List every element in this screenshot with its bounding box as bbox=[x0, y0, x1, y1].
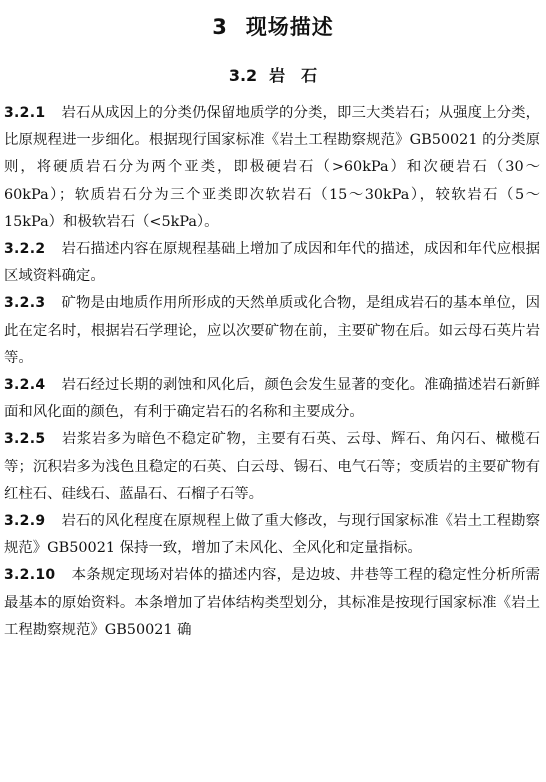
clause-text: 矿物是由地质作用所形成的天然单质或化合物，是组成岩石的基本单位，因此在定名时，根据岩石学理论，应以次要矿物在前，主要矿物在后。如云母石英片岩等。 bbox=[4, 295, 540, 366]
chapter-title-text: 现场描述 bbox=[245, 15, 334, 39]
section-title bbox=[0, 62, 546, 90]
chapter-number: 3 bbox=[212, 15, 228, 39]
chapter-title bbox=[0, 10, 546, 44]
clause-number: 3.2.4 bbox=[4, 377, 46, 394]
clause-3-2-3 bbox=[4, 290, 540, 372]
clause-3-2-4 bbox=[4, 372, 540, 426]
clause-number: 3.2.2 bbox=[4, 241, 46, 258]
document-body bbox=[4, 100, 540, 644]
section-number: 3.2 bbox=[228, 66, 258, 85]
clause-3-2-2 bbox=[4, 236, 540, 290]
clause-text: 岩石描述内容在原规程基础上增加了成因和年代的描述，成因和年代应根据区域资料确定。 bbox=[4, 241, 540, 285]
clause-3-2-10 bbox=[4, 562, 540, 644]
clause-3-2-1 bbox=[4, 100, 540, 236]
clause-text: 岩石的风化程度在原规程上做了重大修改，与现行国家标准《岩土工程勘察规范》GB50021 保持一致，增加了未风化、全风化和定量指标。 bbox=[4, 513, 540, 557]
clause-text: 岩石经过长期的剥蚀和风化后，颜色会发生显著的变化。准确描述岩石新鲜面和风化面的颜色，有利于确定岩石的名称和主要成分。 bbox=[4, 377, 540, 421]
clause-number: 3.2.5 bbox=[4, 431, 46, 448]
clause-number: 3.2.9 bbox=[4, 513, 46, 530]
clause-number: 3.2.3 bbox=[4, 295, 46, 312]
clause-3-2-9 bbox=[4, 508, 540, 562]
clause-text: 岩浆岩多为暗色不稳定矿物，主要有石英、云母、辉石、角闪石、橄榄石等；沉积岩多为浅色且稳定的石英、白云母、锡石、电气石等；变质岩的主要矿物有红柱石、硅线石、蓝晶石、石榴子石等。 bbox=[4, 431, 540, 502]
section-title-text: 岩 石 bbox=[269, 66, 318, 85]
clause-3-2-5 bbox=[4, 426, 540, 508]
clause-text: 本条规定现场对岩体的描述内容，是边坡、井巷等工程的稳定性分析所需最基本的原始资料。本条增加了岩体结构类型划分，其标准是按现行国家标准《岩土工程勘察规范》GB50021 确 bbox=[4, 567, 540, 638]
clause-number: 3.2.10 bbox=[4, 567, 56, 584]
clause-text: 岩石从成因上的分类仍保留地质学的分类，即三大类岩石；从强度上分类，比原规程进一步细化。根据现行国家标准《岩土工程勘察规范》GB50021 的分类原则，将硬质岩石分为两个亚类，即极硬岩石（>60kPa）和次硬岩石（30～60kPa）；软质岩石分为三个亚类即次软岩石（15～30kPa），较软岩石（5～15kPa）和极软岩石（<5kPa）。 bbox=[4, 105, 540, 230]
clause-number: 3.2.1 bbox=[4, 105, 46, 121]
